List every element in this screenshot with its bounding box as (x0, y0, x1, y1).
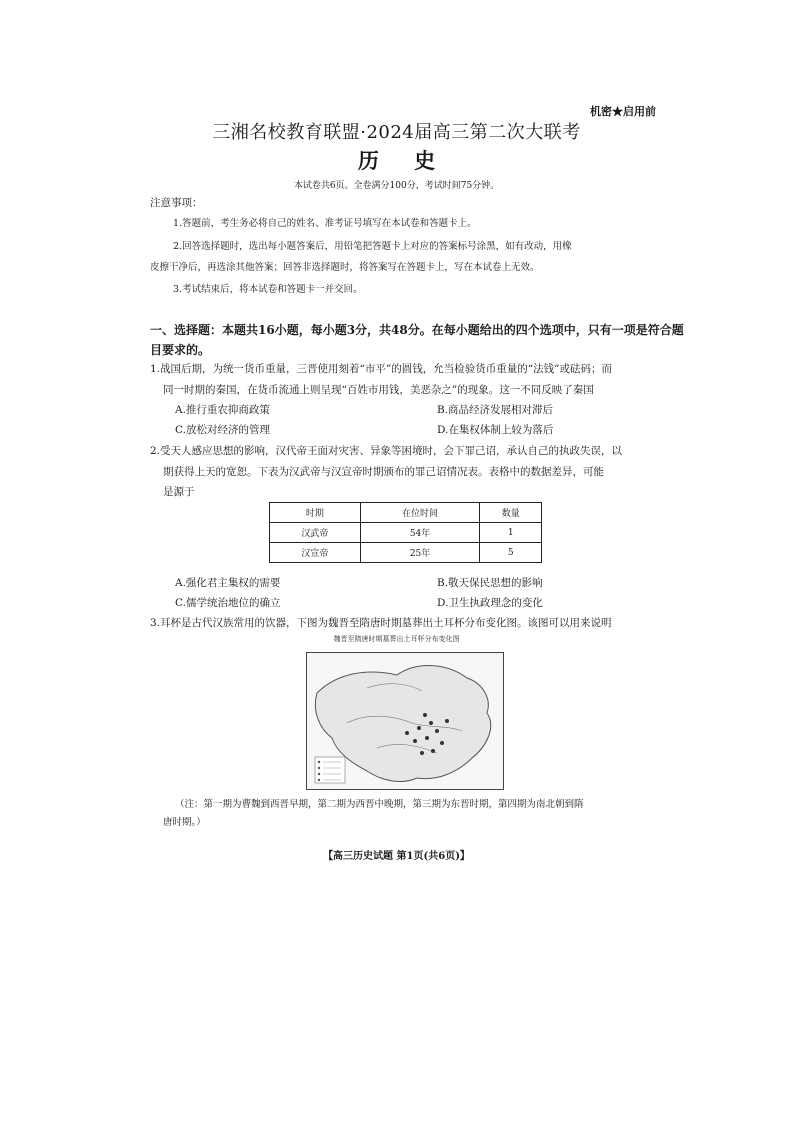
note-item-3: 3.考试结束后，将本试卷和答题卡一并交回。 (173, 284, 363, 295)
question-2-option-c: C.儒学统治地位的确立 (175, 597, 281, 609)
question-1-line-2: 同一时期的秦国，在货币流通上则呈现“百姓市用钱，美恶杂之”的现象。这一不同反映了秦国 (163, 384, 594, 396)
table-cell: 1 (480, 523, 542, 543)
ear-cup-distribution-map (306, 652, 504, 790)
note-item-2: 2.回答选择题时，选出每小题答案后，用铅笔把答题卡上对应的答案标号涂黑，如有改动，用橡 (173, 241, 572, 252)
table-cell: 汉宣帝 (270, 543, 361, 563)
note-item-2-cont: 皮擦干净后，再选涂其他答案；回答非选择题时，将答案写在答题卡上，写在本试卷上无效。 (150, 262, 540, 273)
question-2-option-a: A.强化君主集权的需要 (175, 577, 281, 589)
map-caption: 魏晋至隋唐时期墓葬出土耳杯分布变化图 (333, 635, 460, 643)
note-item-1: 1.答题前，考生务必将自己的姓名、准考证号填写在本试卷和答题卡上。 (173, 218, 477, 229)
reign-table (269, 502, 542, 563)
section-heading-cont: 目要求的。 (150, 343, 211, 357)
notes-heading: 注意事项： (150, 197, 203, 209)
table-row (270, 543, 542, 563)
question-2-line-1: 2.受天人感应思想的影响，汉代帝王面对灾害、异象等困境时，会下罪己诏，承认自己的执政失误，以 (150, 445, 623, 457)
question-3-note-line-2: 唐时期。） (163, 817, 206, 828)
table-header-reign: 在位时间 (360, 503, 480, 523)
question-2-line-3: 是源于 (163, 486, 195, 498)
table-row (270, 523, 542, 543)
question-1-line-1: 1.战国后期，为统一货币重量，三晋使用刻着“市平”的圆钱，允当检验货币重量的“法钱”或砝码；而 (150, 363, 612, 375)
table-header-row (270, 503, 542, 523)
question-1-option-a: A.推行重农抑商政策 (175, 404, 270, 416)
table-header-period: 时期 (270, 503, 361, 523)
question-2-option-b: B.敬天保民思想的影响 (437, 577, 543, 589)
section-heading: 一、选择题：本题共16小题，每小题3分，共48分。在每小题给出的四个选项中，只有一项是符合题 (150, 323, 684, 337)
table-cell: 25年 (360, 543, 480, 563)
question-1-option-d: D.在集权体制上较为落后 (437, 424, 554, 436)
page-footer: 【高三历史试题 第1页(共6页)】 (323, 851, 470, 862)
question-1-option-c: C.放松对经济的管理 (175, 424, 270, 436)
china-map-graphic (307, 653, 503, 789)
question-2-option-d: D.卫生执政理念的变化 (437, 597, 543, 609)
question-3-line-1: 3.耳杯是古代汉族常用的饮器，下图为魏晋至隋唐时期墓葬出土耳杯分布变化图。该图可以用来说明 (150, 617, 612, 629)
table-header-count: 数量 (480, 503, 542, 523)
exam-title: 三湘名校教育联盟·2024届高三第二次大联考 (212, 122, 581, 143)
exam-info: 本试卷共6页。全卷满分100分，考试时间75分钟。 (293, 181, 500, 191)
confidential-label: 机密★启用前 (590, 105, 656, 118)
subject-title: 历 史 (357, 148, 450, 173)
table-cell: 54年 (360, 523, 480, 543)
question-1-option-b: B.商品经济发展相对滞后 (437, 404, 554, 416)
question-2-line-2: 期获得上天的宽恕。下表为汉武帝与汉宣帝时期颁布的罪己诏情况表。表格中的数据差异，可能 (163, 466, 604, 478)
table-cell: 汉武帝 (270, 523, 361, 543)
table-cell: 5 (480, 543, 542, 563)
question-3-note-line-1: （注：第一期为曹魏到西晋早期，第二期为西晋中晚期，第三期为东晋时期，第四期为南北朝到隋 (175, 799, 584, 810)
